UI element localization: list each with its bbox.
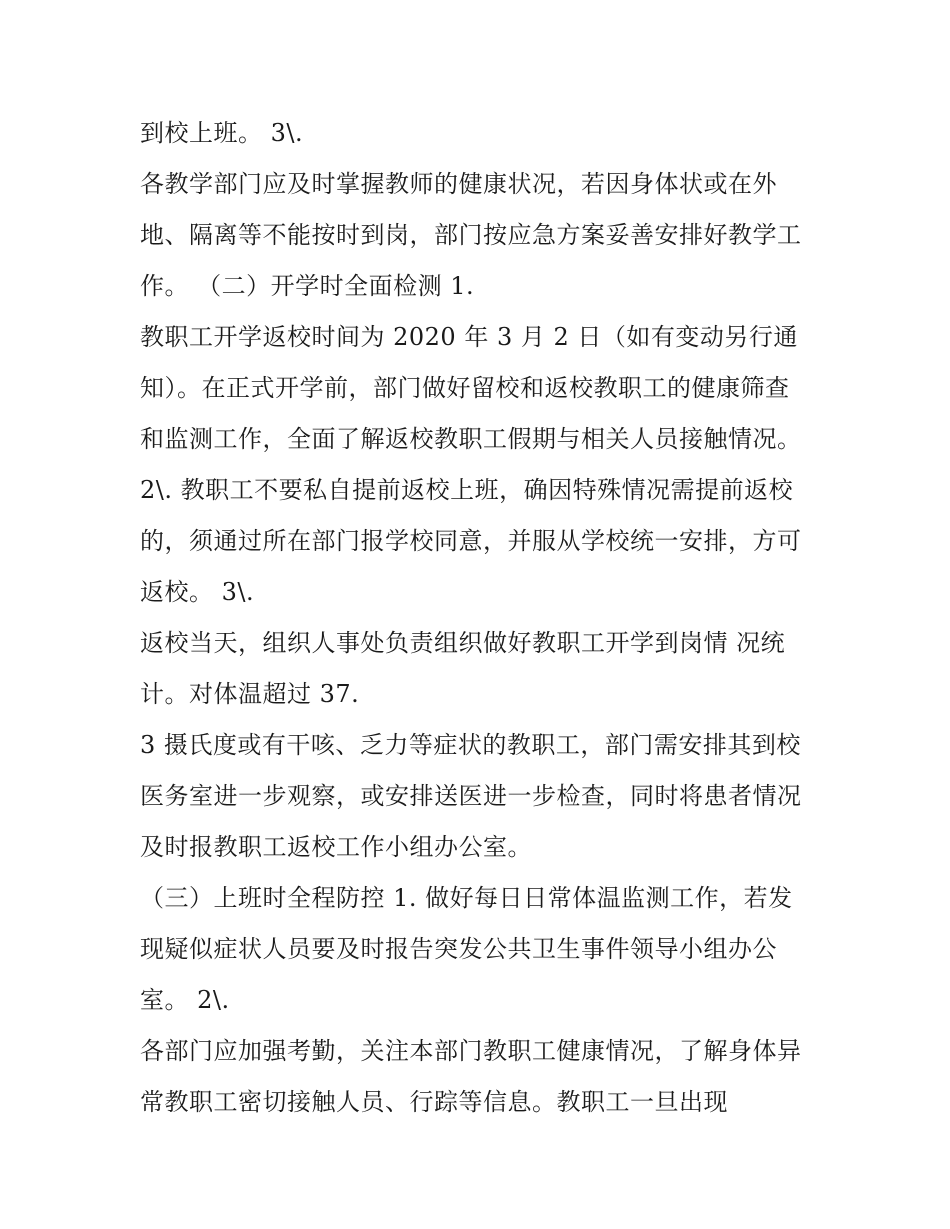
text-line-2: 各教学部门应及时掌握教师的健康状况，若因身体状或在外 [140,170,777,198]
text-line-5: 教职工开学返校时间为 2020 年 3 月 2 日（如有变动另行通 [140,323,798,351]
text-line-10: 返校。 3\. [140,578,255,606]
document-body [140,108,830,1128]
text-line-8: 2\. 教职工不要私自提前返校上班，确因特殊情况需提前返校 [140,476,794,504]
text-line-6: 知）。在正式开学前，部门做好留校和返校教职工的健康筛查 [140,374,790,402]
text-line-15: 及时报教职工返校工作小组办公室。 [140,833,532,861]
text-line-20: 常教职工密切接触人员、行踪等信息。教职工一旦出现 [140,1088,728,1116]
text-line-4: 作。 （二）开学时全面检测 1. [140,272,475,300]
text-line-12: 计。对体温超过 37. [140,680,360,708]
text-line-7: 和监测工作，全面了解返校教职工假期与相关人员接触情况。 [140,425,802,453]
text-line-14: 医务室进一步观察，或安排送医进一步检查，同时将患者情况 [140,782,802,810]
text-line-13: 3 摄氏度或有干咳、乏力等症状的教职工，部门需安排其到校 [140,731,801,759]
text-line-11: 返校当天，组织人事处负责组织做好教职工开学到岗情 况统 [140,629,786,657]
text-line-16: （三）上班时全程防控 1. 做好每日日常体温监测工作，若发 [140,884,793,912]
text-line-18: 室。 2\. [140,986,230,1014]
text-line-19: 各部门应加强考勤，关注本部门教职工健康情况，了解身体异 [140,1037,802,1065]
text-line-1: 到校上班。 3\. [140,119,304,147]
text-line-3: 地、隔离等不能按时到岗，部门按应急方案妥善安排好教学工 [140,221,802,249]
text-line-17: 现疑似症状人员要及时报告突发公共卫生事件领导小组办公 [140,935,777,963]
text-line-9: 的，须通过所在部门报学校同意，并服从学校统一安排，方可 [140,527,802,555]
